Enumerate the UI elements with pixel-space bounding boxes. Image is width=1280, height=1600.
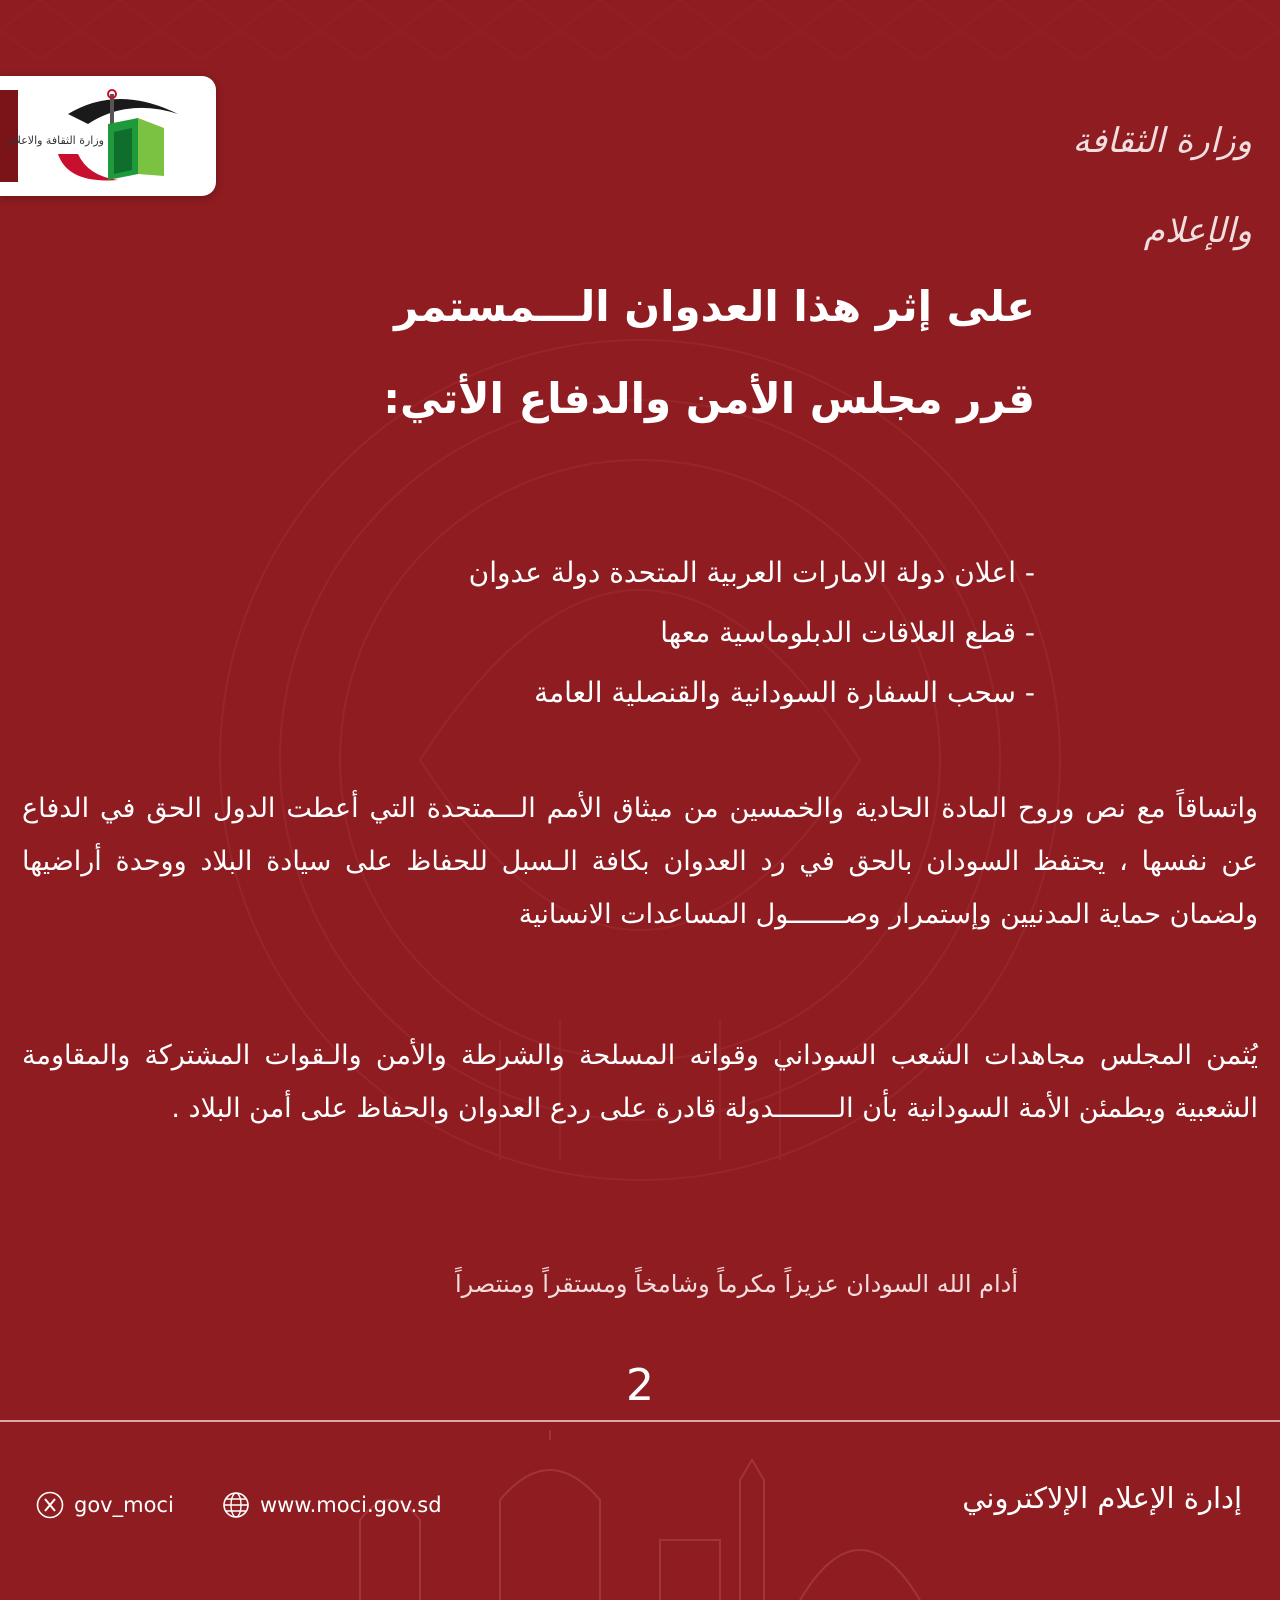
globe-icon [222,1491,250,1519]
website-link[interactable] [222,1487,442,1523]
headline-line-2: قرر مجلس الأمن والدفاع الأتي: [383,374,1035,423]
ministry-logo-card [0,76,216,196]
footer-divider [0,1420,1280,1422]
decision-item: - قطع العلاقات الدبلوماسية معها [660,616,1035,649]
decision-item: - سحب السفارة السودانية والقنصلية العامة [534,676,1035,709]
decision-item: - اعلان دولة الامارات العربية المتحدة دولة عدوان [468,556,1035,589]
paragraph-article-51: واتساقاً مع نص وروح المادة الحادية والخمسين من ميثاق الأمم الـــمتحدة التي أعطت الدول الحق في الدفاع عن نفسها ، يحتفظ السودان بالحق في رد العدوان بكافة الـسبل للحفاظ على سيادة البلاد ووحدة أراضيها ولضمان حماية المدنيين وإستمرار وصـــــــول المساعدات الانسانية [22,793,1258,930]
ministry-calligraphy-mark: وزارة الثقافة والإعلام [1072,121,1252,251]
department-name: إدارة الإعلام الإلاكتروني [962,1481,1242,1515]
ministry-emblem-icon [7,84,188,188]
page-number: 2 [626,1360,654,1411]
twitter-handle: gov_moci [74,1493,174,1517]
website-url: www.moci.gov.sd [260,1493,442,1517]
logo-text: وزارة الثقافة والاعلام [7,134,104,147]
x-twitter-icon [36,1491,64,1519]
headline-line-1: على إثر هذا العدوان الـــمستمر [394,282,1035,331]
twitter-link[interactable] [36,1487,174,1523]
paragraph-council-appreciation: يُثمن المجلس مجاهدات الشعب السوداني وقواته المسلحة والشرطة والأمن والـقوات المشتركة والمقاومة الشعبية ويطمئن الأمة السودانية بأن الــــــــدولة قادرة على ردع العدوان والحفاظ على أمن البلاد . [22,1040,1258,1124]
closing-prayer: أدام الله السودان عزيزاً مكرماً وشامخاً ومستقراً ومنتصراً [455,1270,1018,1298]
